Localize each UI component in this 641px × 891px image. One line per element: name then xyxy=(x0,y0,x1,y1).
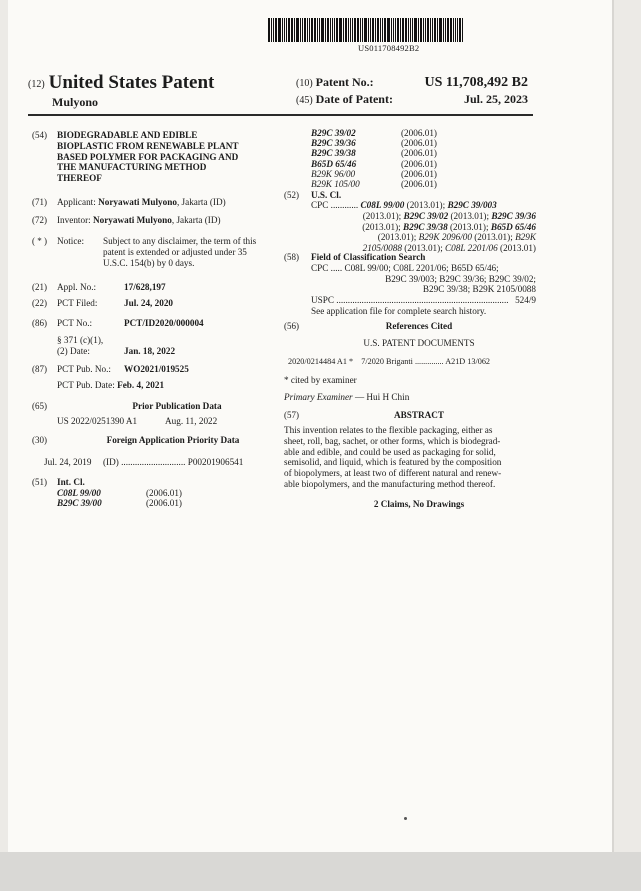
title-line: THEREOF xyxy=(57,173,102,184)
appl-code: (21) xyxy=(32,282,47,292)
appl-no-field xyxy=(32,282,282,293)
cpc-class: B29C 39/003 xyxy=(447,200,497,210)
barcode-bar xyxy=(311,18,313,42)
int-cl-class: C08L 99/00 xyxy=(57,487,101,498)
cpc-date: (2013.01); xyxy=(362,210,404,221)
leader-dots: .............. xyxy=(414,357,444,366)
int-cl-class: B29C 39/02 xyxy=(311,128,356,138)
barcode-bar xyxy=(447,18,449,42)
prior-pub-heading: Prior Publication Data xyxy=(132,401,222,411)
abstract-line: able and edible, and could be used as packaging for solid, xyxy=(284,446,496,457)
notice-text xyxy=(103,236,303,268)
inventor-field xyxy=(32,215,282,226)
cpc-date: (2013.01) xyxy=(497,243,536,254)
barcode-bar xyxy=(462,18,463,42)
foreign-code: (30) xyxy=(32,435,47,445)
barcode-bar xyxy=(352,18,353,42)
int-cl-row xyxy=(311,138,511,148)
cpc-date: CPC ............ xyxy=(311,200,361,210)
barcode-bar xyxy=(450,18,452,42)
int-cl-class: B29C 39/00 xyxy=(57,497,102,508)
prior-pub-field xyxy=(32,401,282,426)
pct-pub-no-label: PCT Pub. No.: xyxy=(57,364,111,374)
foreign-number: P00201906541 xyxy=(187,457,244,467)
abstract-line: of biopolymers, at least two of different natural and renew- xyxy=(284,468,502,479)
scan-speck xyxy=(404,817,407,820)
barcode-number: US011708492B2 xyxy=(358,43,420,53)
cpc-class: B29K 2096/00 xyxy=(418,232,472,243)
applicant-name: Noryawati Mulyono xyxy=(98,197,177,207)
appl-label: Appl. No.: xyxy=(57,282,97,292)
examiner xyxy=(284,392,534,403)
reference-class: A21D 13/062 xyxy=(445,357,491,366)
scan-shadow xyxy=(0,852,641,891)
cpc-class: B29K xyxy=(515,232,536,243)
barcode-bar xyxy=(325,18,326,42)
barcode-bar xyxy=(300,18,301,42)
notice-code: ( * ) xyxy=(32,236,47,246)
abstract-line: semisolid, and liquid, which is featured by the composition xyxy=(284,457,502,468)
title-line: BASED POLYMER FOR PACKAGING AND xyxy=(57,151,239,162)
barcode-bar xyxy=(430,18,431,42)
barcode-bar xyxy=(414,18,417,42)
barcode-bar xyxy=(375,18,376,42)
barcode-bar xyxy=(420,18,422,42)
patent-number-row xyxy=(296,75,528,92)
inventor-location: , Jakarta (ID) xyxy=(171,215,221,225)
int-cl-continued xyxy=(311,128,511,189)
int-cl-class: B65D 65/46 xyxy=(311,158,357,169)
applicant-field xyxy=(32,197,282,208)
barcode-bar xyxy=(360,18,361,42)
barcode-bar xyxy=(432,18,433,42)
barcode-bar xyxy=(457,18,458,42)
int-cl-row xyxy=(311,179,511,189)
int-cl-code: (51) xyxy=(32,477,47,487)
barcode-bar xyxy=(410,18,411,42)
leader-dots: ........................................................................... xyxy=(336,295,509,305)
uspc-row xyxy=(311,295,536,306)
barcode-bar xyxy=(393,18,394,42)
barcode-bar xyxy=(395,18,396,42)
int-cl-version: (2006.01) xyxy=(401,158,437,169)
inventor-name: Noryawati Mulyono xyxy=(92,215,172,225)
patent-no-label: Patent No.: xyxy=(315,75,374,89)
barcode-bar xyxy=(296,18,299,42)
inventor-surname: Mulyono xyxy=(52,95,99,109)
barcode-bar xyxy=(339,18,342,42)
title xyxy=(57,130,297,184)
foreign-row xyxy=(44,457,243,468)
cpc-class: B29C 39/02 xyxy=(403,210,449,221)
cpc-date: (2013.01); xyxy=(404,200,448,210)
int-cl-row xyxy=(311,128,511,138)
int-cl-row xyxy=(57,488,257,498)
cpc-line xyxy=(311,232,536,243)
barcode-bar xyxy=(319,18,320,42)
notice-line: Subject to any disclaimer, the term of this xyxy=(103,236,257,246)
barcode-bar xyxy=(291,18,293,42)
title-line: THE MANUFACTURING METHOD xyxy=(57,162,207,173)
abstract xyxy=(284,410,539,509)
uspc-label: USPC xyxy=(311,295,334,305)
s371-date: Jan. 18, 2022 xyxy=(124,345,176,356)
cpc-date: (2013.01); xyxy=(362,221,404,232)
pct-no: PCT/ID2020/000004 xyxy=(124,318,204,328)
cpc-date: (2013.01); xyxy=(401,243,446,254)
reference-number: 2020/0214484 A1 * xyxy=(288,357,354,366)
barcode-bar xyxy=(330,18,331,42)
notice-label: Notice: xyxy=(57,236,85,246)
int-cl-row xyxy=(57,498,257,508)
int-cl-version: (2006.01) xyxy=(146,497,182,508)
header-left xyxy=(28,72,214,110)
reference-name: Briganti xyxy=(386,357,413,366)
field-search xyxy=(284,252,539,316)
pct-pub-code: (87) xyxy=(32,364,47,374)
cpc-line xyxy=(311,222,536,233)
field-search-line: B29C 39/003; B29C 39/36; B29C 39/02; xyxy=(385,273,536,284)
appl-no: 17/628,197 xyxy=(124,282,166,292)
abstract-code: (57) xyxy=(284,410,299,420)
barcode-bar xyxy=(304,18,306,42)
cpc-class: C08L 2201/06 xyxy=(445,243,498,254)
claims-count: 2 Claims, No Drawings xyxy=(373,499,465,509)
barcode-bar xyxy=(405,18,407,42)
patent-type: United States Patent xyxy=(48,72,215,93)
code-10: (10) xyxy=(296,78,313,89)
int-cl-version: (2006.01) xyxy=(401,128,437,138)
int-cl-version: (2006.01) xyxy=(401,148,437,159)
cpc-class: B29C 39/38 xyxy=(403,221,448,232)
barcode-bar xyxy=(391,18,392,42)
barcode-bar xyxy=(418,18,419,42)
applicant-code: (71) xyxy=(32,197,47,207)
refs-subheading: U.S. PATENT DOCUMENTS xyxy=(363,338,475,348)
int-cl-row xyxy=(311,148,511,158)
int-cl-version: (2006.01) xyxy=(401,138,437,149)
refs-heading: References Cited xyxy=(385,321,453,331)
field-search-label: Field of Classification Search xyxy=(311,252,426,262)
barcode-bar xyxy=(294,18,295,42)
title-line: BIODEGRADABLE AND EDIBLE xyxy=(57,130,198,140)
int-cl-field xyxy=(32,477,282,508)
field-search-line: CPC ..... C08L 99/00; C08L 2201/06; B65D 65/46; xyxy=(311,262,499,273)
pct-pub-date-field xyxy=(57,380,287,391)
int-cl-class: B29K 96/00 xyxy=(311,168,356,179)
cpc-classifications xyxy=(311,200,536,254)
references-cited xyxy=(284,321,539,385)
barcode-bar xyxy=(382,18,383,42)
notice-field xyxy=(32,236,282,268)
barcode-bar xyxy=(336,18,338,42)
inventor-code: (72) xyxy=(32,215,47,225)
barcode-bar xyxy=(362,18,363,42)
barcode-bar xyxy=(427,18,429,42)
pct-no-label: PCT No.: xyxy=(57,318,93,328)
pct-pub-date: Feb. 4, 2021 xyxy=(117,380,165,390)
barcode-bar xyxy=(439,18,442,42)
barcode-bar xyxy=(384,18,386,42)
pct-pub-date-label: PCT Pub. Date: xyxy=(57,380,115,390)
pct-filed-field xyxy=(32,298,282,309)
barcode-bar xyxy=(400,18,401,42)
patent-date: Jul. 25, 2023 xyxy=(463,92,528,106)
int-cl-version: (2006.01) xyxy=(401,178,437,189)
examiner-label: Primary Examiner xyxy=(284,392,353,402)
field-search-code: (58) xyxy=(284,252,299,262)
barcode-bar xyxy=(271,18,272,42)
notice-line: patent is extended or adjusted under 35 xyxy=(103,246,247,257)
field-search-line: B29C 39/38; B29K 2105/0088 xyxy=(422,284,536,295)
cpc-date: (2013.01); xyxy=(471,232,516,243)
foreign-heading: Foreign Application Priority Data xyxy=(106,435,240,445)
barcode-bar xyxy=(317,18,318,42)
int-cl-label: Int. Cl. xyxy=(57,477,85,487)
abstract-text xyxy=(284,425,519,490)
pct-pub-no-field xyxy=(32,364,282,375)
barcode-bar xyxy=(321,18,324,42)
cpc-date: (2013.01); xyxy=(377,232,419,243)
cpc-date: (2013.01); xyxy=(448,210,492,221)
foreign-date: Jul. 24, 2019 xyxy=(44,457,92,467)
notice-line: U.S.C. 154(b) by 0 days. xyxy=(103,257,195,268)
examiner-name: — Hui H Chin xyxy=(352,392,410,402)
pct-filed-label: PCT Filed: xyxy=(57,298,98,308)
barcode-bar xyxy=(314,18,316,42)
int-cl-row xyxy=(311,169,511,179)
barcode-bar xyxy=(345,18,347,42)
barcode-bar xyxy=(368,18,369,42)
uspc-value: 524/9 xyxy=(515,295,536,305)
patent-date-row xyxy=(296,92,528,109)
barcode-bar xyxy=(350,18,351,42)
abstract-line: sheet, roll, bag, sachet, or other forms, which is biodegrad- xyxy=(284,435,501,446)
barcode-bar xyxy=(387,18,390,42)
prior-pub-date: Aug. 11, 2022 xyxy=(165,416,218,426)
applicant-location: , Jakarta (ID) xyxy=(176,197,226,207)
code-45: (45) xyxy=(296,95,313,106)
barcode-bar xyxy=(434,18,436,42)
barcode-bar xyxy=(423,18,424,42)
reference-row xyxy=(288,357,538,368)
barcode-bar xyxy=(273,18,274,42)
barcode-bar xyxy=(364,18,367,42)
barcode-bar xyxy=(354,18,356,42)
cited-by-examiner: * cited by examiner xyxy=(284,375,357,385)
field-search-cpc xyxy=(311,263,536,295)
cpc-class: B29C 39/36 xyxy=(491,210,536,221)
pct-filed-code: (22) xyxy=(32,298,47,308)
cpc-class: B65D 65/46 xyxy=(490,221,536,232)
pct-filed-date: Jul. 24, 2020 xyxy=(124,298,174,308)
title-line: BIOPLASTIC FROM RENEWABLE PLANT xyxy=(57,140,239,151)
barcode-bar xyxy=(343,18,344,42)
barcode-bar xyxy=(443,18,444,42)
search-history-note: See application file for complete search history. xyxy=(311,305,487,316)
foreign-country: (ID) xyxy=(102,457,119,467)
s371-field xyxy=(57,335,287,357)
barcode-bar xyxy=(278,18,281,42)
barcode-bar xyxy=(357,18,359,42)
abstract-line: This invention relates to the flexible packaging, either as xyxy=(284,425,493,435)
header-rule xyxy=(28,114,533,116)
barcode-bar xyxy=(288,18,290,42)
barcode-bar xyxy=(425,18,426,42)
barcode-bar xyxy=(275,18,277,42)
us-cl-label: U.S. Cl. xyxy=(311,190,342,200)
applicant-label: Applicant: xyxy=(57,197,96,207)
cpc-line xyxy=(311,200,536,211)
inventor-label: Inventor: xyxy=(57,215,91,225)
prior-pub-code: (65) xyxy=(32,401,47,411)
barcode-bar xyxy=(408,18,409,42)
barcode-bar xyxy=(282,18,283,42)
barcode-bar xyxy=(284,18,285,42)
barcode-bar xyxy=(455,18,456,42)
patent-number: US 11,708,492 B2 xyxy=(424,75,528,90)
int-cl-list xyxy=(57,488,257,508)
barcode-bar xyxy=(412,18,413,42)
pct-no-field xyxy=(32,318,282,329)
reference-date: 7/2020 xyxy=(361,357,384,366)
header-right xyxy=(296,75,528,109)
cpc-date: (2013.01); xyxy=(447,221,491,232)
barcode-bar xyxy=(453,18,454,42)
barcode-bar xyxy=(397,18,399,42)
barcode-bar xyxy=(302,18,303,42)
cpc-line xyxy=(311,211,536,222)
title-code: (54) xyxy=(32,130,47,140)
barcode-bar xyxy=(377,18,379,42)
barcode-bar xyxy=(402,18,404,42)
int-cl-version: (2006.01) xyxy=(401,168,437,179)
s371-date-label: (2) Date: xyxy=(57,345,90,356)
abstract-heading: ABSTRACT xyxy=(393,410,445,420)
barcode-bar xyxy=(459,18,461,42)
barcode-bar xyxy=(307,18,308,42)
barcode xyxy=(268,18,466,42)
abstract-line: able biopolymers, and the manufacturing method thereof. xyxy=(284,478,496,489)
barcode-bar xyxy=(309,18,310,42)
barcode-bar xyxy=(286,18,287,42)
us-cl-code: (52) xyxy=(284,190,299,200)
int-cl-class: B29C 39/36 xyxy=(311,138,356,149)
date-label: Date of Patent: xyxy=(315,92,393,106)
refs-code: (56) xyxy=(284,321,299,331)
barcode-bar xyxy=(380,18,381,42)
barcode-bar xyxy=(370,18,371,42)
int-cl-version: (2006.01) xyxy=(146,487,182,498)
cpc-class: C08L 99/00 xyxy=(360,200,405,210)
barcode-bar xyxy=(334,18,335,42)
pct-pub-no: WO2021/019525 xyxy=(124,364,189,374)
code-12: (12) xyxy=(28,78,45,90)
barcode-bar xyxy=(372,18,374,42)
barcode-bar xyxy=(327,18,329,42)
pct-no-code: (86) xyxy=(32,318,47,328)
cpc-class: 2105/0088 xyxy=(362,243,402,254)
barcode-bar xyxy=(437,18,438,42)
prior-pub-number: US 2022/0251390 A1 xyxy=(57,416,138,426)
int-cl-class: B29C 39/38 xyxy=(311,148,356,159)
leader-dots: ............................ xyxy=(121,457,186,467)
s371-label: § 371 (c)(1), xyxy=(57,335,104,345)
barcode-bar xyxy=(268,18,270,42)
barcode-bar xyxy=(332,18,333,42)
foreign-priority-field xyxy=(32,435,292,467)
barcode-bar xyxy=(445,18,446,42)
barcode-bar xyxy=(348,18,349,42)
int-cl-class: B29K 105/00 xyxy=(311,178,360,189)
int-cl-row xyxy=(311,159,511,169)
